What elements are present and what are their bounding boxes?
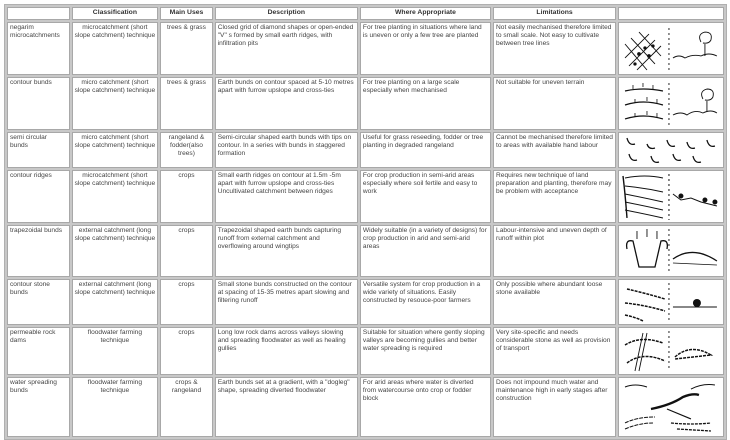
limitations-cell: Labour-intensive and uneven depth of runoff within plot	[493, 225, 616, 277]
technique-name: contour stone bunds	[7, 279, 70, 325]
illustration-cell	[618, 377, 724, 437]
illustration-cell	[618, 132, 724, 168]
illustration-cell	[618, 170, 724, 223]
description-cell: Small earth ridges on contour at 1.5m -5m apart with furrow upslope and cross-ties Uncultivated catchment between ridges	[215, 170, 358, 223]
table-row	[7, 132, 724, 168]
header-where-appropriate: Where Appropriate	[360, 7, 491, 20]
illustration-cell	[618, 279, 724, 325]
permeable-rock-dams-sketch-icon	[621, 329, 721, 373]
main-uses-cell: trees & grass	[160, 22, 212, 75]
header-row	[7, 7, 724, 20]
classification-cell: micro catchment (short slope catchment) technique	[72, 77, 159, 130]
technique-name: permeable rock dams	[7, 327, 70, 375]
illustration-cell	[618, 77, 724, 130]
where-appropriate-cell: For tree planting on a large scale especially when mechanised	[360, 77, 491, 130]
description-cell: Semi-circular shaped earth bunds with tips on contour. In a series with bunds in staggered formation	[215, 132, 358, 168]
description-cell: Closed grid of diamond shapes or open-ended "V" s formed by small earth ridges, with infiltration pits	[215, 22, 358, 75]
technique-name: semi circular bunds	[7, 132, 70, 168]
illustration-cell	[618, 22, 724, 75]
limitations-cell: Cannot be mechanised therefore limited to areas with available hand labour	[493, 132, 616, 168]
negarim-diamond-grid-sketch-icon	[621, 24, 721, 73]
technique-name: contour bunds	[7, 77, 70, 130]
water-harvesting-techniques-table	[4, 4, 727, 440]
where-appropriate-cell: Versatile system for crop production in a wide variety of situations. Easily constructed by resouce-poor farmers	[360, 279, 491, 325]
technique-name: negarim microcatchments	[7, 22, 70, 75]
table-row	[7, 327, 724, 375]
where-appropriate-cell: Widely suitable (in a variety of designs) for crop production in arid and semi-arid areas	[360, 225, 491, 277]
header-technique	[7, 7, 70, 20]
limitations-cell: Requires new technique of land preparation and planting, therefore may be problem with acceptance	[493, 170, 616, 223]
main-uses-cell: trees & grass	[160, 77, 212, 130]
technique-name: trapezoidal bunds	[7, 225, 70, 277]
classification-cell: microcatchment (short slope catchment) technique	[72, 170, 159, 223]
limitations-cell: Does not impound much water and maintenance high in early stages after construction	[493, 377, 616, 437]
classification-cell: floodwater farming technique	[72, 377, 159, 437]
where-appropriate-cell: For arid areas where water is diverted from watercourse onto crop or fodder block	[360, 377, 491, 437]
header-classification: Classification	[72, 7, 159, 20]
description-cell: Long low rock dams across valleys slowing and spreading floodwater as well as healing gullies	[215, 327, 358, 375]
header-limitations: Limitations	[493, 7, 616, 20]
description-cell: Earth bunds set at a gradient, with a "dogleg" shape, spreading diverted floodwater	[215, 377, 358, 437]
table-row	[7, 225, 724, 277]
limitations-cell: Only possible where abundant loose stone available	[493, 279, 616, 325]
limitations-cell: Not easily mechanised therefore limited to small scale. Not easy to cultivate between tree lines	[493, 22, 616, 75]
description-cell: Earth bunds on contour spaced at 5-10 metres apart with furrow upslope and cross-ties	[215, 77, 358, 130]
contour-bunds-sketch-icon	[621, 79, 721, 128]
table-row	[7, 279, 724, 325]
header-description: Description	[215, 7, 358, 20]
classification-cell: microcatchment (short slope catchment) technique	[72, 22, 159, 75]
classification-cell: external catchment (long slope catchment) technique	[72, 279, 159, 325]
technique-name: contour ridges	[7, 170, 70, 223]
table-row	[7, 170, 724, 223]
classification-cell: micro catchment (short slope catchment) technique	[72, 132, 159, 168]
limitations-cell: Not suitable for uneven terrain	[493, 77, 616, 130]
where-appropriate-cell: Useful for grass reseeding, fodder or tree planting in degraded rangeland	[360, 132, 491, 168]
where-appropriate-cell: Suitable for situation where gently sloping valleys are becoming gullies and better water spreading is required	[360, 327, 491, 375]
semi-circular-bunds-sketch-icon	[621, 134, 721, 166]
contour-stone-bunds-sketch-icon	[621, 281, 721, 323]
illustration-cell	[618, 327, 724, 375]
where-appropriate-cell: For crop production in semi-arid areas especially where soil fertile and easy to work	[360, 170, 491, 223]
main-uses-cell: crops	[160, 327, 212, 375]
main-uses-cell: crops & rangeland	[160, 377, 212, 437]
table-row	[7, 377, 724, 437]
limitations-cell: Very site-specific and needs considerable stone as well as provision of transport	[493, 327, 616, 375]
contour-ridges-sketch-icon	[621, 172, 721, 221]
water-spreading-bunds-sketch-icon	[621, 379, 721, 435]
table-row	[7, 77, 724, 130]
main-uses-cell: crops	[160, 170, 212, 223]
illustration-cell	[618, 225, 724, 277]
classification-cell: external catchment (long slope catchment) technique	[72, 225, 159, 277]
table-row	[7, 22, 724, 75]
classification-cell: floodwater farming technique	[72, 327, 159, 375]
header-main-uses: Main Uses	[160, 7, 212, 20]
description-cell: Trapezoidal shaped earth bunds capturing runoff from external catchment and overflowing around wingtips	[215, 225, 358, 277]
where-appropriate-cell: For tree planting in situations where land is uneven or only a few tree are planted	[360, 22, 491, 75]
description-cell: Small stone bunds constructed on the contour at spacing of 15-35 metres apart slowing and filtering runoff	[215, 279, 358, 325]
main-uses-cell: crops	[160, 225, 212, 277]
trapezoidal-bunds-sketch-icon	[621, 227, 721, 275]
technique-name: water spreading bunds	[7, 377, 70, 437]
main-uses-cell: rangeland & fodder(also trees)	[160, 132, 212, 168]
header-illustration	[618, 7, 724, 20]
main-uses-cell: crops	[160, 279, 212, 325]
